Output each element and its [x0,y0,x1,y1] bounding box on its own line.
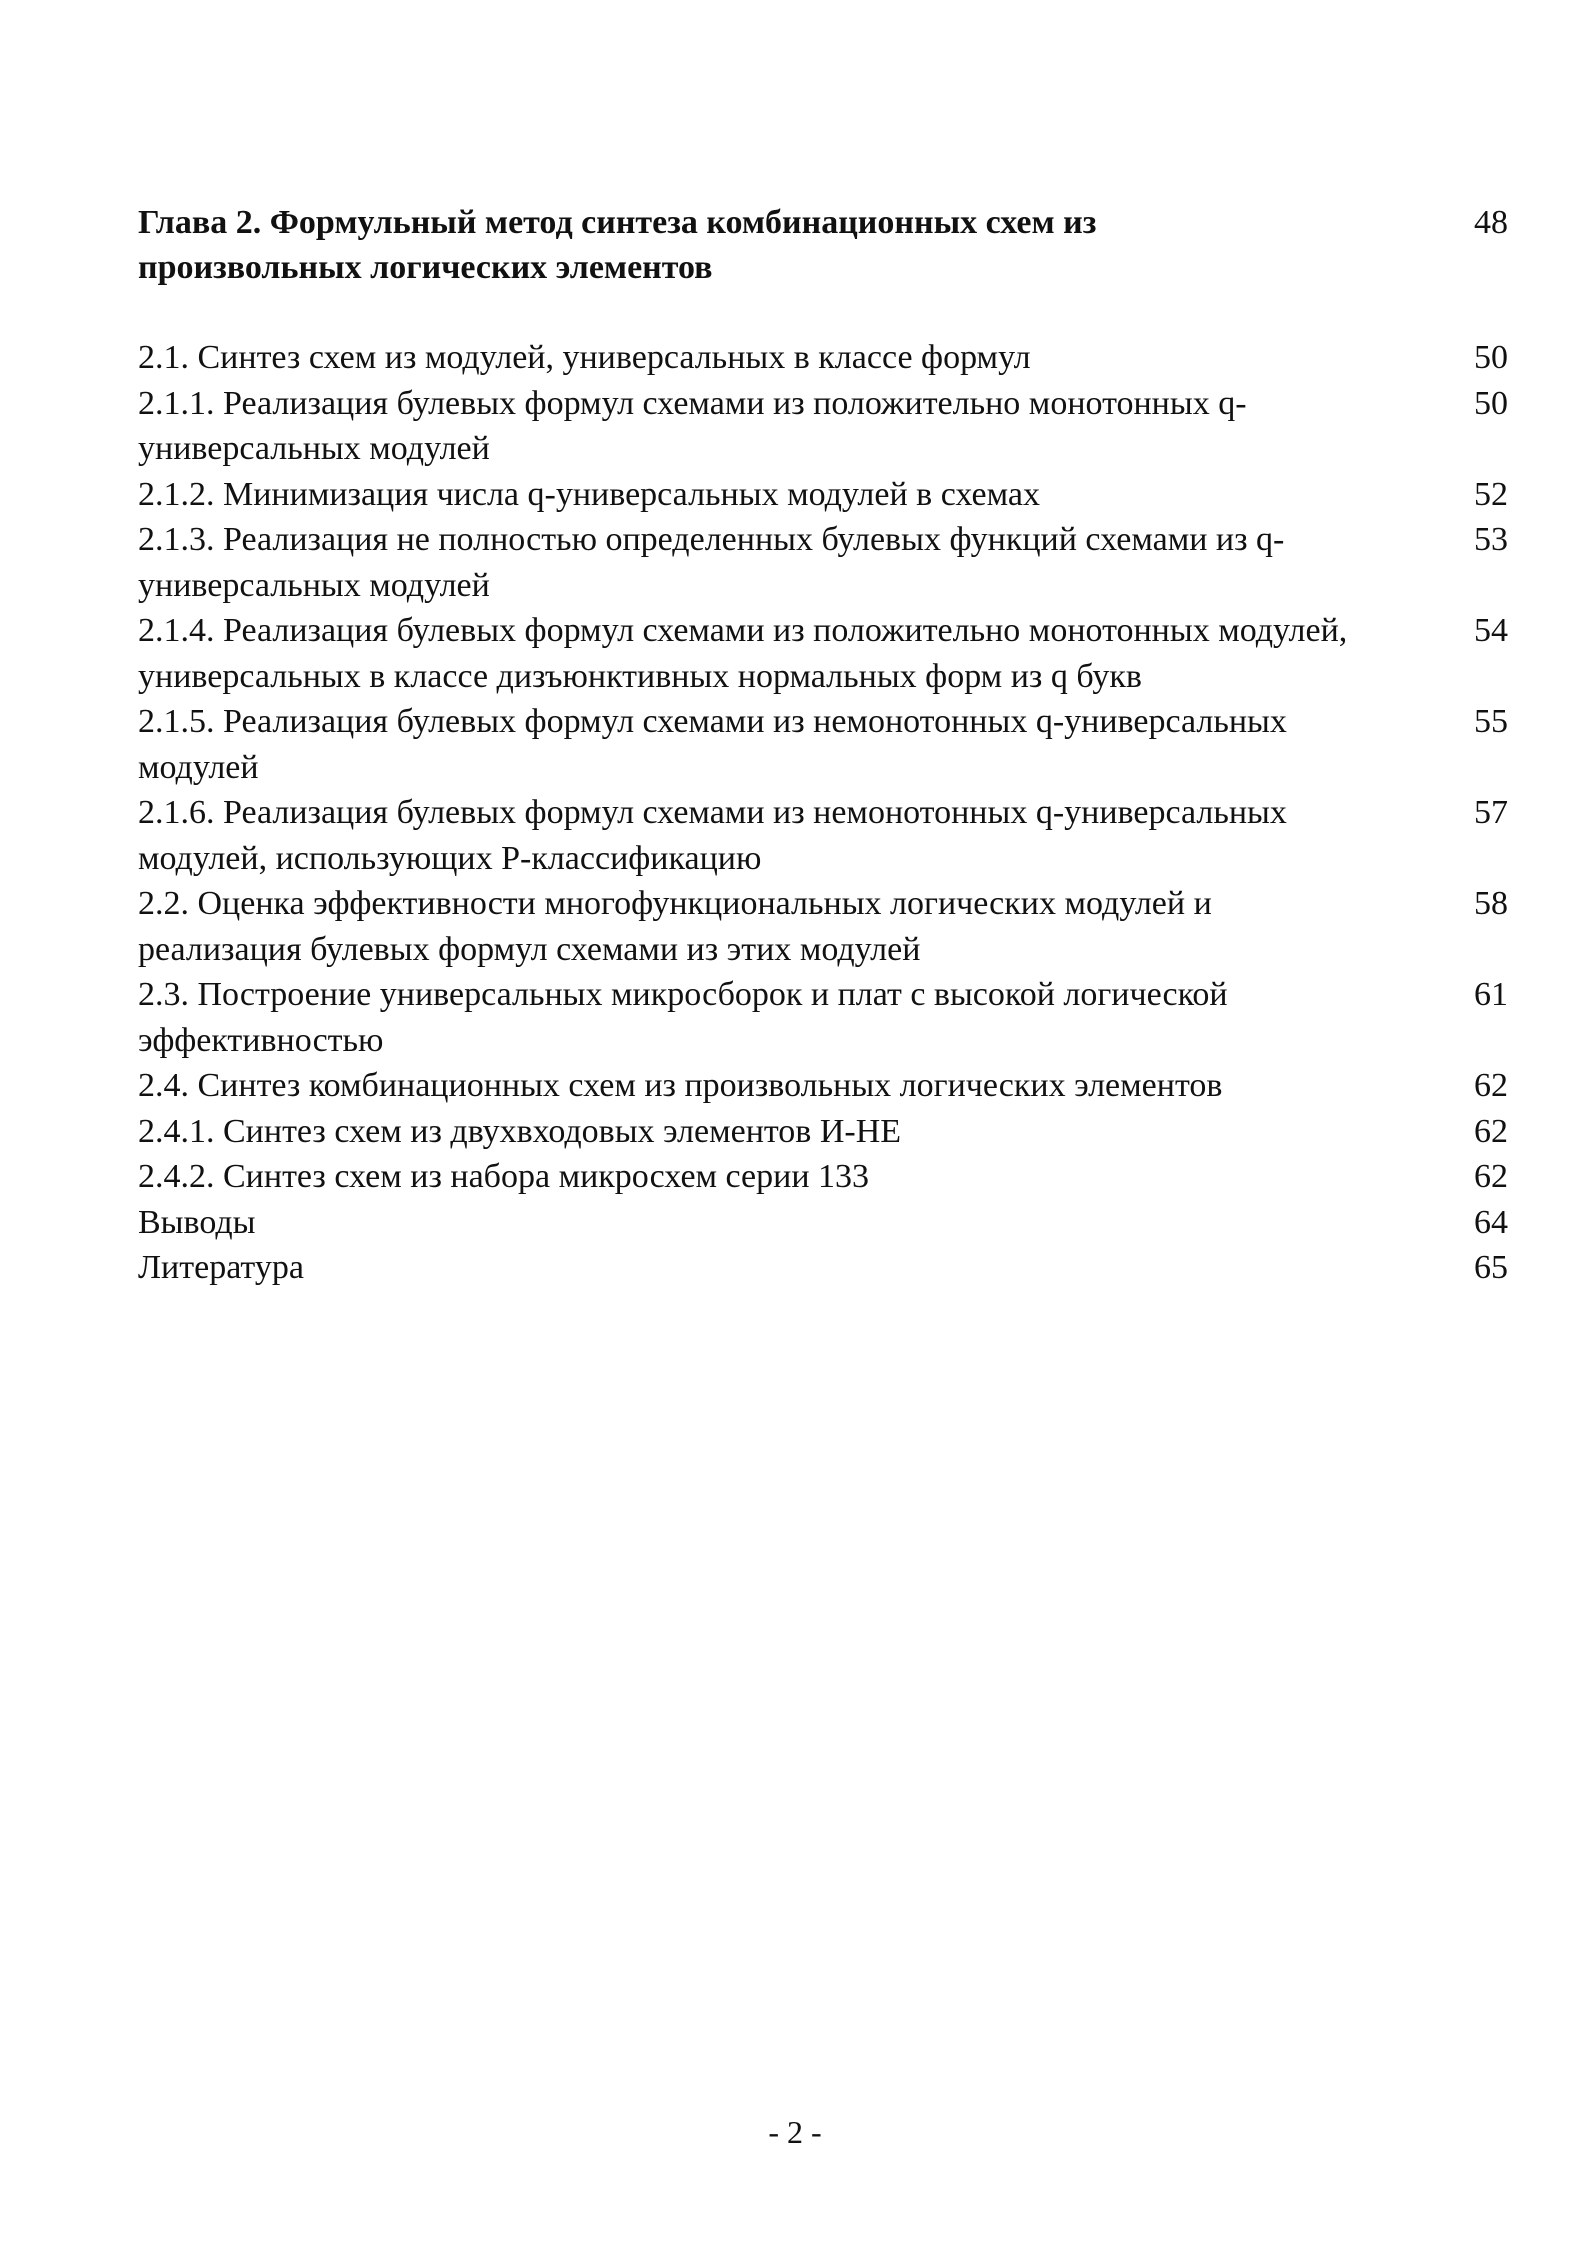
toc-entry-title: Литература [138,1249,304,1286]
toc-entry [138,790,1508,881]
toc-entry-title: 2.4. Синтез комбинационных схем из произвольных логических элементов [138,1067,1223,1104]
toc-entry-title: 2.1.3. Реализация не полностью определенных булевых функций схемами из q-универсальных модулей [138,521,1285,604]
toc-entry-title: 2.2. Оценка эффективности многофункциональных логических модулей и реализация булевых формул схемами из этих модулей [138,885,1212,968]
toc-entry-title: 2.3. Построение универсальных микросборок и плат с высокой логической эффективностью [138,976,1228,1059]
toc-entry-title: 2.1.6. Реализация булевых формул схемами из немонотонных q-универсальных модулей, использующих Р-классификацию [138,794,1287,877]
toc-entry [138,1245,1508,1291]
toc-entry-title: 2.4.2. Синтез схем из набора микросхем серии 133 [138,1158,870,1195]
toc-entry-title: 2.1.1. Реализация булевых формул схемами из положительно монотонных q-универсальных модулей [138,384,1247,467]
toc-entry-page: 62 [1474,1158,1508,1195]
toc-entry-page: 58 [1474,885,1508,922]
toc-entry-page: 53 [1474,521,1508,558]
toc-entry-page: 57 [1474,794,1508,831]
toc-entry [138,1200,1508,1246]
toc-entry [138,881,1508,972]
toc-entry-page: 54 [1474,612,1508,649]
toc-entry-page: 61 [1474,976,1508,1013]
toc-entry [138,517,1508,608]
toc-entry-title: 2.1.2. Минимизация числа q-универсальных модулей в схемах [138,475,1040,513]
toc-entry-page: 65 [1474,1249,1508,1286]
toc-entry [138,381,1508,472]
toc-entry-page: 50 [1474,339,1508,376]
toc-entry-title: 2.4.1. Синтез схем из двухвходовых элементов И-НЕ [138,1112,902,1150]
toc-entry-title: 2.1.4. Реализация булевых формул схемами из положительно монотонных модулей, универсальных в классе дизъюнктивных нормальных форм из q букв [138,612,1348,695]
toc-entry-title: 2.1. Синтез схем из модулей, универсальных в классе формул [138,339,1031,376]
toc-entry [138,1063,1508,1109]
toc-entry-page: 62 [1474,1067,1508,1104]
toc-entry [138,1109,1508,1155]
toc-entry [138,972,1508,1063]
toc-entry-page: 52 [1474,475,1508,513]
toc-entry-page: 64 [1474,1203,1508,1241]
toc-entry-page: 62 [1474,1112,1508,1150]
toc-chapter-page: 48 [1474,204,1508,241]
toc-entry-title: Выводы [138,1203,256,1241]
toc-entry [138,472,1508,518]
toc-entry [138,1154,1508,1200]
toc-entry [138,699,1508,790]
toc-entry-title: 2.1.5. Реализация булевых формул схемами из немонотонных q-универсальных модулей [138,703,1287,786]
page-number: - 2 - [768,2114,822,2150]
toc-chapter-title: Глава 2. Формульный метод синтеза комбинационных схем из произвольных логических элементов [138,204,1097,286]
toc-entry-page: 50 [1474,384,1508,422]
toc-entry [138,608,1508,699]
toc-entry-page: 55 [1474,703,1508,740]
toc-entry [138,335,1508,381]
toc-list [138,335,1508,1291]
toc-chapter-heading [138,200,1508,290]
